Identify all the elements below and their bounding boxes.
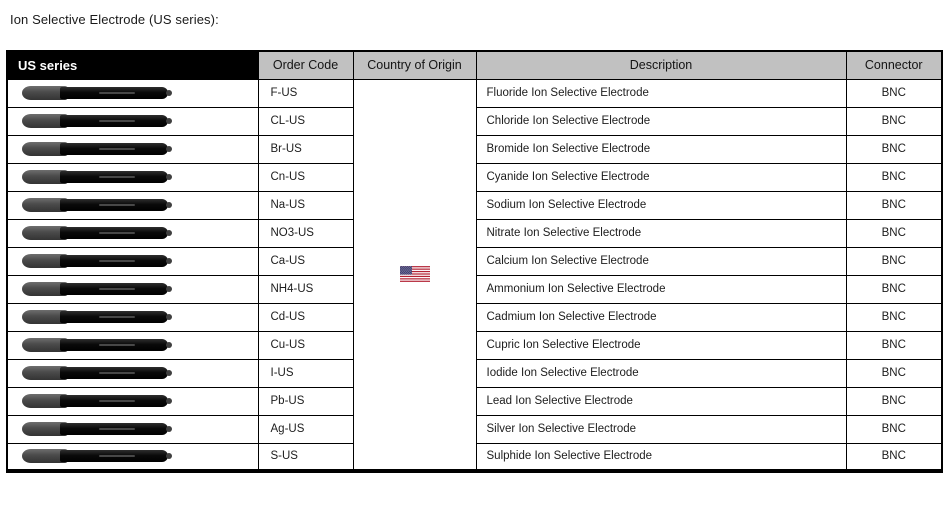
country-of-origin-cell xyxy=(353,79,476,471)
electrode-image xyxy=(22,338,172,352)
us-flag-icon xyxy=(400,266,430,282)
electrode-image-cell xyxy=(7,331,258,359)
description-cell: Cyanide Ion Selective Electrode xyxy=(476,163,846,191)
order-code-cell: Na-US xyxy=(258,191,353,219)
electrode-body xyxy=(60,283,168,295)
description-cell: Sodium Ion Selective Electrode xyxy=(476,191,846,219)
electrode-image-cell xyxy=(7,247,258,275)
description-cell: Calcium Ion Selective Electrode xyxy=(476,247,846,275)
electrode-image xyxy=(22,449,172,463)
electrode-print xyxy=(99,372,135,374)
header-row xyxy=(7,51,942,79)
order-code-cell: Pb-US xyxy=(258,387,353,415)
electrode-print xyxy=(99,176,135,178)
electrode-image-cell xyxy=(7,359,258,387)
order-code-cell: NO3-US xyxy=(258,219,353,247)
electrode-print xyxy=(99,120,135,122)
connector-cell: BNC xyxy=(846,247,942,275)
connector-cell: BNC xyxy=(846,163,942,191)
electrode-image-cell xyxy=(7,79,258,107)
col-header-order-code: Order Code xyxy=(258,51,353,79)
electrode-image-cell xyxy=(7,387,258,415)
connector-cell: BNC xyxy=(846,331,942,359)
electrode-body xyxy=(60,395,168,407)
description-cell: Bromide Ion Selective Electrode xyxy=(476,135,846,163)
electrode-body xyxy=(60,450,168,462)
col-header-connector: Connector xyxy=(846,51,942,79)
electrode-image-cell xyxy=(7,163,258,191)
col-header-description: Description xyxy=(476,51,846,79)
electrode-image-cell xyxy=(7,303,258,331)
order-code-cell: F-US xyxy=(258,79,353,107)
order-code-cell: Ca-US xyxy=(258,247,353,275)
description-cell: Cupric Ion Selective Electrode xyxy=(476,331,846,359)
order-code-cell: I-US xyxy=(258,359,353,387)
order-code-cell: CL-US xyxy=(258,107,353,135)
connector-cell: BNC xyxy=(846,415,942,443)
order-code-cell: Ag-US xyxy=(258,415,353,443)
electrode-image-cell xyxy=(7,275,258,303)
electrode-body xyxy=(60,311,168,323)
electrode-print xyxy=(99,344,135,346)
description-cell: Chloride Ion Selective Electrode xyxy=(476,107,846,135)
electrode-print xyxy=(99,428,135,430)
connector-cell: BNC xyxy=(846,191,942,219)
description-cell: Sulphide Ion Selective Electrode xyxy=(476,443,846,471)
electrode-print xyxy=(99,400,135,402)
electrode-image-cell xyxy=(7,219,258,247)
electrode-image xyxy=(22,282,172,296)
col-header-country-of-origin: Country of Origin xyxy=(353,51,476,79)
order-code-cell: S-US xyxy=(258,443,353,471)
connector-cell: BNC xyxy=(846,275,942,303)
connector-cell: BNC xyxy=(846,359,942,387)
electrode-print xyxy=(99,148,135,150)
connector-cell: BNC xyxy=(846,387,942,415)
order-code-cell: Br-US xyxy=(258,135,353,163)
description-cell: Fluoride Ion Selective Electrode xyxy=(476,79,846,107)
connector-cell: BNC xyxy=(846,135,942,163)
electrode-image-cell xyxy=(7,415,258,443)
electrode-print xyxy=(99,260,135,262)
electrode-print xyxy=(99,92,135,94)
electrode-body xyxy=(60,339,168,351)
order-code-cell: Cu-US xyxy=(258,331,353,359)
description-cell: Ammonium Ion Selective Electrode xyxy=(476,275,846,303)
description-cell: Cadmium Ion Selective Electrode xyxy=(476,303,846,331)
electrode-image-cell xyxy=(7,135,258,163)
electrode-image xyxy=(22,394,172,408)
connector-cell: BNC xyxy=(846,79,942,107)
electrode-print xyxy=(99,204,135,206)
description-cell: Iodide Ion Selective Electrode xyxy=(476,359,846,387)
electrode-table xyxy=(6,50,943,473)
col-header-us-series: US series xyxy=(7,51,258,79)
electrode-print xyxy=(99,232,135,234)
electrode-body xyxy=(60,143,168,155)
table-body xyxy=(7,79,942,471)
electrode-body xyxy=(60,367,168,379)
electrode-body xyxy=(60,199,168,211)
page-title: Ion Selective Electrode (US series): xyxy=(10,12,219,27)
description-cell: Silver Ion Selective Electrode xyxy=(476,415,846,443)
electrode-body xyxy=(60,171,168,183)
electrode-image-cell xyxy=(7,107,258,135)
electrode-body xyxy=(60,227,168,239)
electrode-image xyxy=(22,198,172,212)
connector-cell: BNC xyxy=(846,219,942,247)
order-code-cell: NH4-US xyxy=(258,275,353,303)
electrode-image xyxy=(22,114,172,128)
electrode-body xyxy=(60,255,168,267)
electrode-body xyxy=(60,87,168,99)
electrode-print xyxy=(99,455,135,457)
order-code-cell: Cn-US xyxy=(258,163,353,191)
connector-cell: BNC xyxy=(846,303,942,331)
table-row xyxy=(7,79,942,107)
electrode-image xyxy=(22,310,172,324)
electrode-body xyxy=(60,423,168,435)
electrode-image xyxy=(22,170,172,184)
electrode-print xyxy=(99,288,135,290)
connector-cell: BNC xyxy=(846,107,942,135)
electrode-image xyxy=(22,254,172,268)
electrode-body xyxy=(60,115,168,127)
order-code-cell: Cd-US xyxy=(258,303,353,331)
electrode-image xyxy=(22,422,172,436)
electrode-image xyxy=(22,86,172,100)
electrode-image-cell xyxy=(7,191,258,219)
description-cell: Nitrate Ion Selective Electrode xyxy=(476,219,846,247)
electrode-image-cell xyxy=(7,443,258,471)
description-cell: Lead Ion Selective Electrode xyxy=(476,387,846,415)
electrode-image xyxy=(22,142,172,156)
electrode-print xyxy=(99,316,135,318)
electrode-image xyxy=(22,226,172,240)
connector-cell: BNC xyxy=(846,443,942,471)
electrode-image xyxy=(22,366,172,380)
